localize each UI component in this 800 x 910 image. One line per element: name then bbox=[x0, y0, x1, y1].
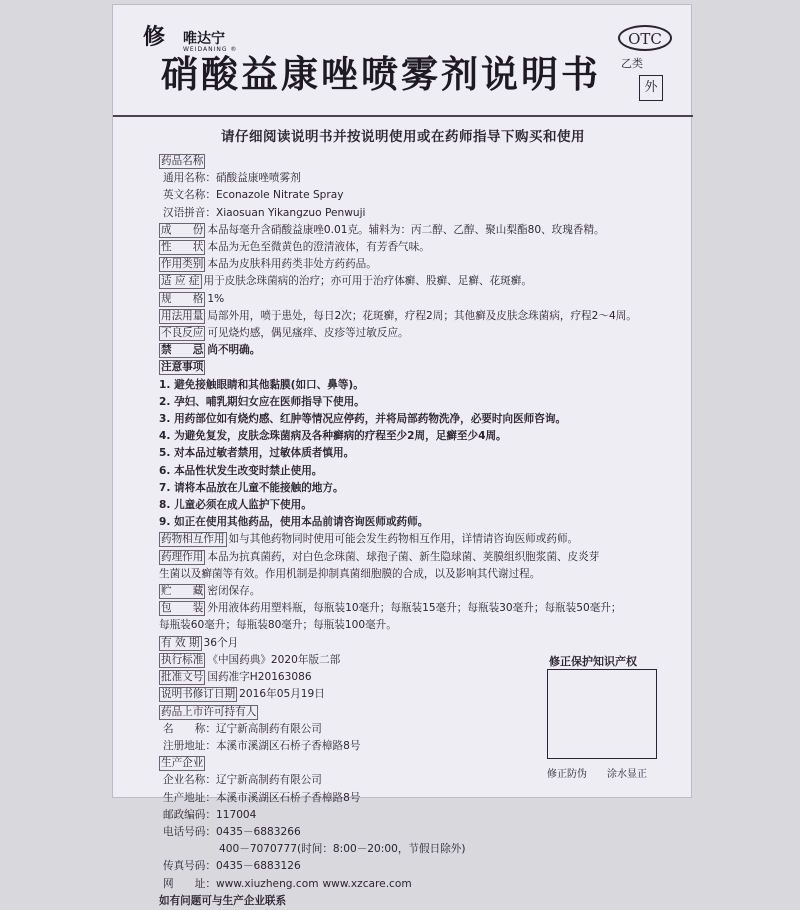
phone-row bbox=[159, 824, 681, 841]
pinyin-row bbox=[159, 205, 681, 222]
phone-row-hotline: 400－7070777(时间：8:00－20:00，节假日除外) bbox=[219, 843, 466, 856]
precaution-item: 7. 请将本品放在儿童不能接触的地方。 bbox=[159, 481, 344, 494]
pharmacology-row-cont: 生菌以及癣菌等有效。作用机制是抑制真菌细胞膜的合成，以及影响其代谢过程。 bbox=[159, 567, 541, 580]
field-value: 0435－6883266 bbox=[215, 825, 301, 838]
contraindications-row bbox=[159, 342, 681, 359]
field-value: 本品每毫升含硝酸益康唑0.01克。辅料为：丙二醇、乙醇、聚山梨酯80、玫瑰香精。 bbox=[207, 223, 605, 236]
field-value: 《中国药典》2020年版二部 bbox=[207, 653, 341, 666]
field-value: 国药准字H20163086 bbox=[207, 671, 312, 684]
field-value: 117004 bbox=[215, 808, 257, 821]
character-row bbox=[159, 239, 681, 256]
precaution-item: 8. 儿童必须在成人监护下使用。 bbox=[159, 499, 312, 512]
usage-advice: 请仔细阅读说明书并按说明使用或在药师指导下购买和使用 bbox=[221, 129, 585, 145]
field-value: 局部外用，喷于患处，每日2次；花斑癣，疗程2周；其他癣及皮肤念珠菌病，疗程2～4周。 bbox=[207, 309, 637, 322]
precaution-item: 3. 用药部位如有烧灼感、红肿等情况应停药，并将局部药物洗净，必要时向医师咨询。 bbox=[159, 413, 567, 426]
field-value: 本溪市溪湖区石桥子香樟路8号 bbox=[215, 791, 361, 804]
storage-row bbox=[159, 583, 681, 600]
external-use-badge: 外 bbox=[639, 75, 663, 101]
field-value: 本溪市溪湖区石桥子香樟路8号 bbox=[215, 739, 361, 752]
otc-class: 乙类 bbox=[621, 57, 643, 70]
field-value: 辽宁新高制药有限公司 bbox=[215, 774, 322, 787]
title-divider bbox=[113, 115, 693, 117]
document-body bbox=[159, 153, 681, 910]
logo-mark: 修 bbox=[143, 24, 166, 50]
field-value: 本品为抗真菌药，对白色念珠菌、球孢子菌、新生隐球菌、荚膜组织胞浆菌、皮炎芽 bbox=[207, 550, 600, 563]
field-label: 通用名称： bbox=[163, 172, 216, 185]
pharmacology-row bbox=[159, 549, 681, 566]
section-label: 执行标准 bbox=[161, 653, 204, 666]
field-value: 2016年05月19日 bbox=[239, 688, 325, 701]
field-label: 邮政编码： bbox=[163, 808, 216, 821]
field-label: 电话号码： bbox=[163, 825, 216, 838]
field-value: 密闭保存。 bbox=[207, 585, 261, 598]
generic-name-row bbox=[159, 170, 681, 187]
section-label: 包 装 bbox=[161, 602, 204, 615]
brand-name: 唯达宁 bbox=[183, 31, 225, 47]
field-label: 生产地址： bbox=[163, 791, 216, 804]
field-value: 外用液体药用塑料瓶，每瓶装10毫升；每瓶装15毫升；每瓶装30毫升；每瓶装50毫升； bbox=[207, 602, 622, 615]
category-row bbox=[159, 256, 681, 273]
postcode-row bbox=[159, 807, 681, 824]
otc-badge: OTC bbox=[618, 25, 672, 51]
brand-name-en: WEIDANING ® bbox=[183, 46, 238, 53]
precaution-item: 4. 为避免复发，皮肤念珠菌病及各种癣病的疗程至少2周，足癣至少4周。 bbox=[159, 430, 507, 443]
maker-address-row bbox=[159, 790, 681, 807]
field-label: 名 称： bbox=[163, 722, 216, 735]
section-label: 药品上市许可持有人 bbox=[161, 705, 257, 718]
section-label: 适 应 症 bbox=[161, 275, 200, 288]
dosage-row bbox=[159, 308, 681, 325]
interactions-row bbox=[159, 531, 681, 548]
field-value: 辽宁新高制药有限公司 bbox=[215, 722, 322, 735]
section-label: 说明书修订日期 bbox=[161, 688, 236, 701]
section-label: 药物相互作用 bbox=[161, 533, 225, 546]
fax-row bbox=[159, 858, 681, 875]
section-label: 有 效 期 bbox=[161, 636, 200, 649]
precaution-item: 6. 本品性状发生改变时禁止使用。 bbox=[159, 464, 323, 477]
field-value: 可见烧灼感，偶见瘙痒、皮疹等过敏反应。 bbox=[207, 327, 409, 340]
ingredients-row bbox=[159, 222, 681, 239]
package-row-cont: 每瓶装60毫升；每瓶装80毫升；每瓶装100毫升。 bbox=[159, 619, 397, 632]
anti-counterfeit-caption: 修正防伪 bbox=[547, 769, 587, 780]
website-link: www.xzcare.com bbox=[322, 877, 412, 890]
section-label: 批准文号 bbox=[161, 671, 204, 684]
section-label: 性 状 bbox=[161, 241, 204, 254]
section-label: 不良反应 bbox=[161, 327, 204, 340]
field-label: 汉语拼音： bbox=[163, 206, 216, 219]
section-drug-name bbox=[159, 153, 681, 170]
precaution-item: 1. 避免接触眼睛和其他黏膜(如口、鼻等)。 bbox=[159, 378, 364, 391]
section-label: 贮 藏 bbox=[161, 585, 204, 598]
adverse-row bbox=[159, 325, 681, 342]
field-value: 用于皮肤念珠菌病的治疗；亦可用于治疗体癣、股癣、足癣、花斑癣。 bbox=[203, 275, 532, 288]
field-value: Econazole Nitrate Spray bbox=[215, 189, 344, 202]
website-link: www.xiuzheng.com bbox=[215, 877, 319, 890]
document-title: 硝酸益康唑喷雾剂说明书 bbox=[161, 52, 601, 96]
section-label: 药理作用 bbox=[161, 550, 204, 563]
field-value: 36个月 bbox=[203, 636, 239, 649]
indications-row bbox=[159, 273, 681, 290]
section-label: 作用类别 bbox=[161, 258, 204, 271]
field-value: Xiaosuan Yikangzuo Penwuji bbox=[215, 206, 366, 219]
section-label: 注意事项 bbox=[161, 361, 204, 374]
instruction-sheet bbox=[112, 4, 692, 907]
english-name-row bbox=[159, 187, 681, 204]
field-label: 网 址： bbox=[163, 877, 216, 890]
anti-counterfeit-box bbox=[547, 669, 657, 759]
precaution-item: 5. 对本品过敏者禁用，过敏体质者慎用。 bbox=[159, 447, 355, 460]
section-label: 生产企业 bbox=[161, 757, 204, 770]
anti-counterfeit-label: 修正保护知识产权 bbox=[549, 655, 637, 668]
spec-row bbox=[159, 291, 681, 308]
contact-note: 如有问题可与生产企业联系 bbox=[159, 894, 287, 907]
field-label: 注册地址： bbox=[163, 739, 216, 752]
field-value: 如与其他药物同时使用可能会发生药物相互作用，详情请咨询医师或药师。 bbox=[228, 533, 579, 546]
field-value: 1% bbox=[207, 292, 225, 305]
section-label: 成 份 bbox=[161, 223, 204, 236]
field-value: 硝酸益康唑喷雾剂 bbox=[215, 172, 301, 185]
validity-row bbox=[159, 635, 681, 652]
package-row bbox=[159, 600, 681, 617]
field-value: 0435－6883126 bbox=[215, 860, 301, 873]
field-value: 本品为无色至微黄色的澄清液体，有芳香气味。 bbox=[207, 241, 430, 254]
section-label: 用法用量 bbox=[161, 309, 204, 322]
field-value: 本品为皮肤科用药类非处方药药品。 bbox=[207, 258, 377, 271]
precaution-item: 2. 孕妇、哺乳期妇女应在医师指导下使用。 bbox=[159, 395, 365, 408]
anti-counterfeit-caption: 涂水显正 bbox=[607, 769, 647, 780]
section-label: 药品名称 bbox=[161, 155, 204, 167]
field-label: 英文名称： bbox=[163, 189, 216, 202]
section-label: 规 格 bbox=[161, 292, 204, 305]
website-row bbox=[159, 876, 681, 893]
section-label: 禁 忌 bbox=[161, 344, 204, 357]
field-label: 传真号码： bbox=[163, 860, 216, 873]
maker-name-row bbox=[159, 772, 681, 789]
precaution-item: 9. 如正在使用其他药品，使用本品前请咨询医师或药师。 bbox=[159, 516, 429, 529]
field-label: 企业名称： bbox=[163, 774, 216, 787]
section-precautions bbox=[159, 359, 681, 376]
field-value: 尚不明确。 bbox=[207, 344, 261, 357]
